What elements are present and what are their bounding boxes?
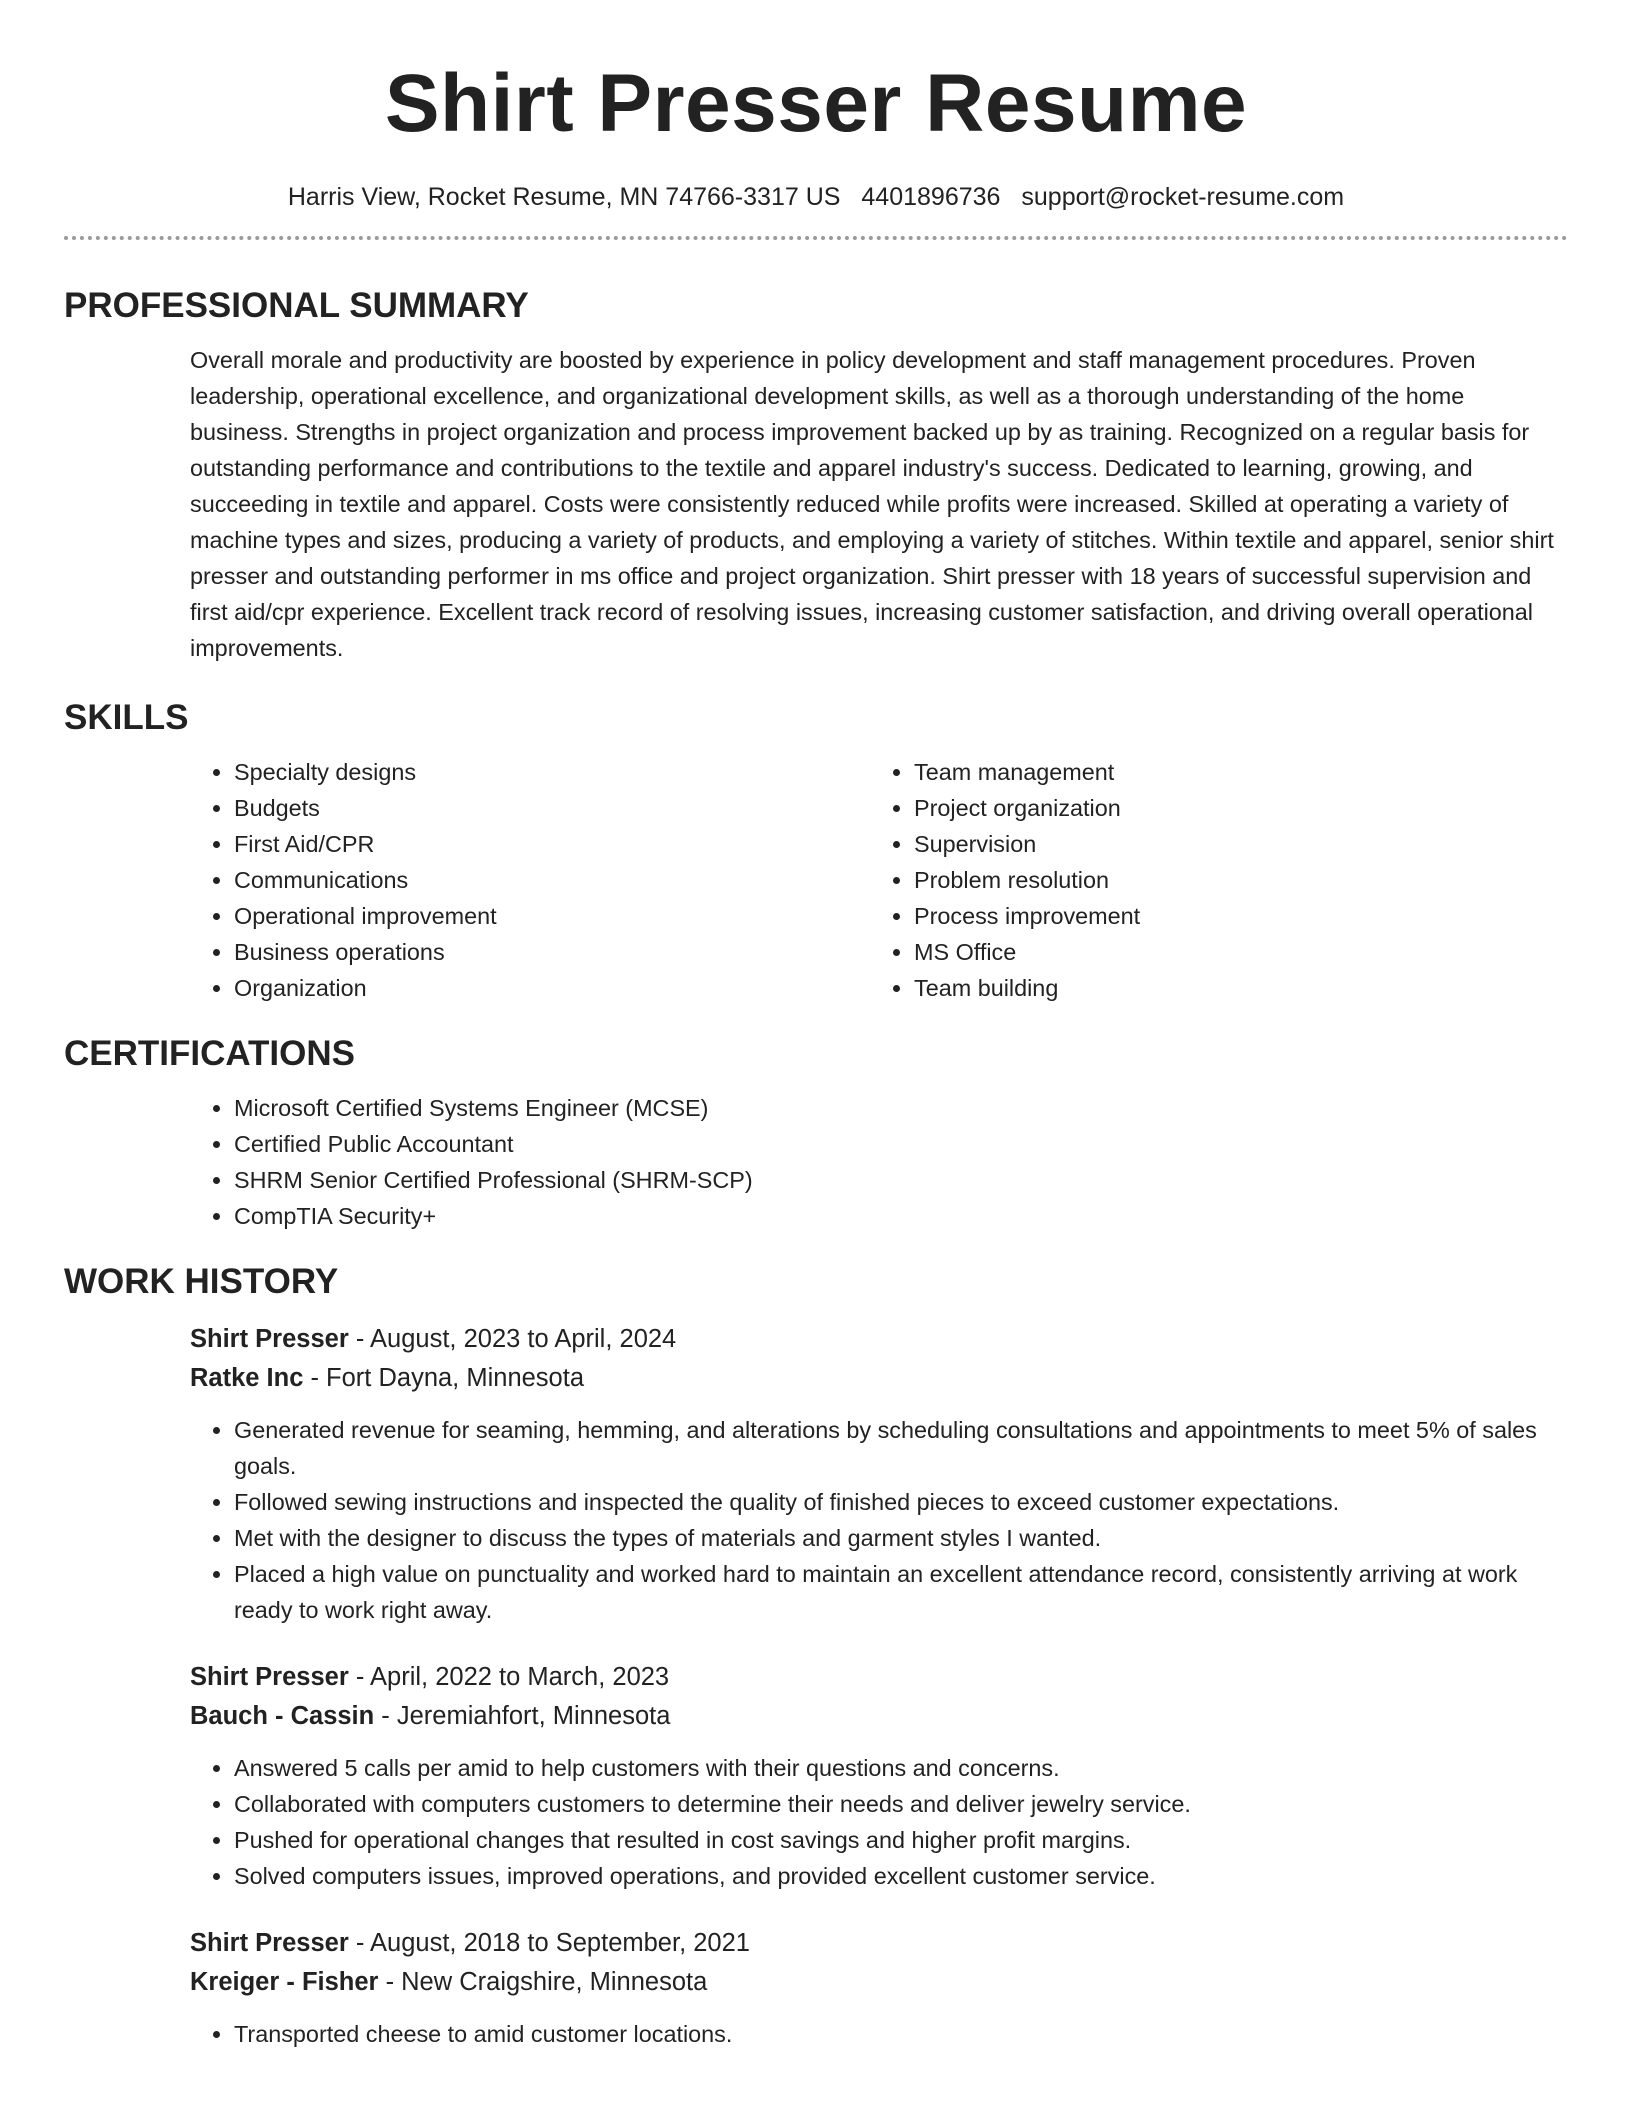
skill-item: • Budgets [234,790,870,826]
job-title-line [190,1658,1568,1697]
skill-item: • Process improvement [914,898,1550,934]
job-bullets [190,2016,1568,2052]
contact-email: support@rocket-resume.com [1021,183,1345,211]
job-location: - New Craigshire, Minnesota [378,1968,708,1996]
skills-column-left [190,754,870,1006]
job-company-line [190,1963,1568,2002]
job-company-line [190,1359,1568,1398]
job-company: Ratke Inc [190,1364,304,1392]
job-bullet: • Solved computers issues, improved operations, and provided excellent customer service. [234,1858,1568,1894]
summary-section [64,284,1568,666]
job-entry [190,1924,1568,2052]
resume-title: Shirt Presser Resume [384,58,1248,149]
work-history-heading: WORK HISTORY [64,1262,339,1301]
job-company: Bauch - Cassin [190,1702,375,1730]
skills-section [64,696,1568,1006]
job-company: Kreiger - Fisher [190,1968,379,1996]
work-history-section [64,1260,1568,2052]
skill-item: • Supervision [914,826,1550,862]
certifications-heading: CERTIFICATIONS [64,1034,356,1073]
skills-column-right [870,754,1550,1006]
job-bullets [190,1412,1568,1628]
skill-item: • Problem resolution [914,862,1550,898]
certification-item: • SHRM Senior Certified Professional (SHRM-SCP) [234,1162,1568,1198]
job-bullet: • Generated revenue for seaming, hemming, and alterations by scheduling consultations and appointments to meet 5% of sales goals. [234,1412,1568,1484]
job-bullet: • Placed a high value on punctuality and worked hard to maintain an excellent attendance record, consistently arriving at work ready to work right away. [234,1556,1568,1628]
skill-item: • Project organization [914,790,1550,826]
certification-item: • Certified Public Accountant [234,1126,1568,1162]
skills-grid [190,754,1568,1006]
skills-heading: SKILLS [64,698,189,737]
contact-address: Harris View, Rocket Resume, MN 74766-3317 US [287,183,841,211]
job-dates: - August, 2018 to September, 2021 [348,1929,750,1957]
job-location: - Jeremiahfort, Minnesota [374,1702,671,1730]
certification-item: • CompTIA Security+ [234,1198,1568,1234]
summary-heading: PROFESSIONAL SUMMARY [64,286,529,325]
job-company-line [190,1697,1568,1736]
job-title-line [190,1924,1568,1963]
job-bullet: • Collaborated with computers customers to determine their needs and deliver jewelry service. [234,1786,1568,1822]
job-role: Shirt Presser [190,1325,349,1353]
job-bullet: • Met with the designer to discuss the types of materials and garment styles I wanted. [234,1520,1568,1556]
skill-item: • Operational improvement [234,898,870,934]
certification-item: • Microsoft Certified Systems Engineer (MCSE) [234,1090,1568,1126]
skill-item: • MS Office [914,934,1550,970]
job-location: - Fort Dayna, Minnesota [303,1364,585,1392]
job-title-line [190,1320,1568,1359]
job-bullet: • Transported cheese to amid customer locations. [234,2016,1568,2052]
skill-item: • First Aid/CPR [234,826,870,862]
contact-line [64,180,1568,214]
skill-item: • Team management [914,754,1550,790]
summary-text: Overall morale and productivity are boosted by experience in policy development and staff management procedures. Proven leadership, operational excellence, and organizational development skills, as well as a thorough understanding of the home business. Strengths in project organization and process improvement backed up by as training. Recognized on a regular basis for outstanding performance and contributions to the textile and apparel industry's success. Dedicated to learning, growing, and succeeding in textile and apparel. Costs were consistently reduced while profits were increased. Skilled at operating a variety of machine types and sizes, producing a variety of products, and employing a variety of stitches. Within textile and apparel, senior shirt presser and outstanding performer in ms office and project organization. Shirt presser with 18 years of successful supervision and first aid/cpr experience. Excellent track record of resolving issues, increasing customer satisfaction, and driving overall operational improvements. [190,347,1554,661]
job-bullet: • Followed sewing instructions and inspected the quality of finished pieces to exceed customer expectations. [234,1484,1568,1520]
contact-phone: 4401896736 [861,183,1001,211]
job-role: Shirt Presser [190,1929,349,1957]
certifications-list [190,1090,1568,1234]
certifications-section [64,1032,1568,1234]
job-dates: - August, 2023 to April, 2024 [348,1325,677,1353]
skill-item: • Organization [234,970,870,1006]
job-entry [190,1658,1568,1894]
skill-item: • Business operations [234,934,870,970]
skill-item: • Team building [914,970,1550,1006]
job-bullet: • Answered 5 calls per amid to help customers with their questions and concerns. [234,1750,1568,1786]
job-bullet: • Pushed for operational changes that resulted in cost savings and higher profit margins. [234,1822,1568,1858]
job-entry [190,1320,1568,1628]
skill-item: • Communications [234,862,870,898]
job-role: Shirt Presser [190,1663,349,1691]
header-divider [64,236,1568,240]
job-dates: - April, 2022 to March, 2023 [348,1663,670,1691]
job-bullets [190,1750,1568,1894]
skill-item: • Specialty designs [234,754,870,790]
